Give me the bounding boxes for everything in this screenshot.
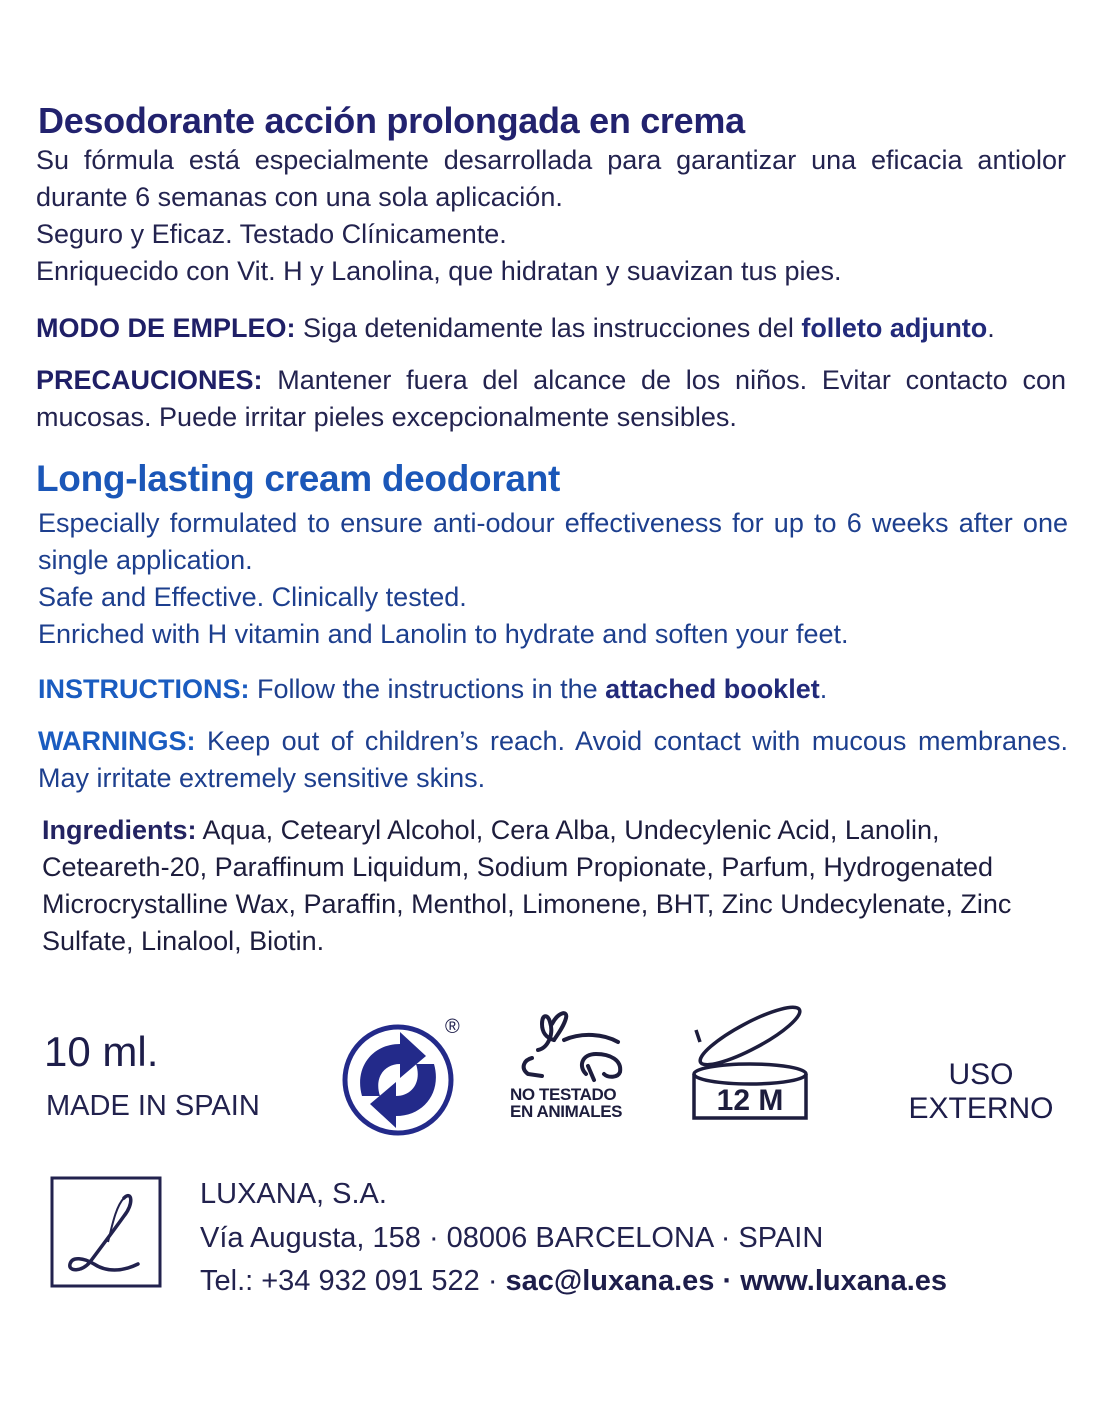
- usage-bold: folleto adjunto: [801, 313, 988, 343]
- instructions-text: Follow the instructions in the: [249, 674, 606, 704]
- external-use-line: EXTERNO: [908, 1092, 1054, 1125]
- instructions-label: INSTRUCTIONS:: [38, 674, 250, 704]
- spanish-description-line: Enriquecido con Vit. H y Lanolina, que hidratan y suavizan tus pies.: [36, 256, 842, 286]
- english-description: [38, 505, 1068, 653]
- registered-mark: ®: [445, 1016, 460, 1038]
- precautions-text: Mantener fuera del alcance de los niños. Evitar contacto con mucosas. Puede irritar pieles excepcionalmente sensibles.: [36, 365, 1066, 432]
- english-description-line: Safe and Effective. Clinically tested.: [38, 582, 467, 612]
- company-email[interactable]: sac@luxana.es: [505, 1265, 715, 1297]
- ingredients-label: Ingredients:: [42, 815, 197, 845]
- english-description-line: Especially formulated to ensure anti-odour effectiveness for up to 6 weeks after one single application.: [38, 508, 1068, 575]
- company-phone: Tel.: +34 932 091 522 ·: [200, 1265, 506, 1297]
- spanish-usage: [36, 310, 1066, 347]
- no-animal-testing-label: [510, 1086, 622, 1120]
- english-description-line: Enriched with H vitamin and Lanolin to hydrate and soften your feet.: [38, 619, 849, 649]
- company-address: Vía Augusta, 158 · 08006 BARCELONA · SPAIN: [200, 1222, 824, 1254]
- company-website[interactable]: www.luxana.es: [740, 1265, 948, 1297]
- spanish-description-line: Seguro y Eficaz. Testado Clínicamente.: [36, 219, 507, 249]
- english-title: Long-lasting cream deodorant: [36, 458, 561, 499]
- rabbit-cruelty-free-icon: [508, 1004, 636, 1088]
- ingredients: [42, 812, 1072, 960]
- usage-end: .: [987, 313, 995, 343]
- warnings-text: Keep out of children’s reach. Avoid contact with mucous membranes. May irritate extremely sensitive skins.: [38, 726, 1068, 793]
- usage-text: Siga detenidamente las instrucciones del: [295, 313, 802, 343]
- made-in-spain: MADE IN SPAIN: [46, 1090, 260, 1122]
- no-animal-testing-line: EN ANIMALES: [510, 1102, 623, 1121]
- precautions-label: PRECAUCIONES:: [36, 365, 263, 395]
- no-animal-testing-line: NO TESTADO: [510, 1085, 617, 1104]
- volume: 10 ml.: [44, 1028, 159, 1075]
- external-use-line: USO: [948, 1058, 1014, 1091]
- luxana-logo-icon: [50, 1176, 162, 1288]
- recycle-green-dot-icon: [340, 1022, 456, 1138]
- instructions-end: .: [819, 674, 828, 704]
- contact-separator: ·: [714, 1265, 741, 1297]
- company-name: LUXANA, S.A.: [200, 1178, 387, 1210]
- instructions-bold: attached booklet: [605, 674, 820, 704]
- pao-label: 12 M: [716, 1084, 784, 1117]
- warnings-label: WARNINGS:: [38, 726, 196, 756]
- usage-label: MODO DE EMPLEO:: [36, 313, 296, 343]
- open-jar-pao-icon: [688, 1000, 812, 1125]
- company-contact: [200, 1265, 947, 1298]
- spanish-description-line: Su fórmula está especialmente desarrollada para garantizar una eficacia antiolor durante 6 semanas con una sola aplicación.: [36, 145, 1066, 212]
- english-instructions: [38, 671, 1068, 708]
- spanish-title: Desodorante acción prolongada en crema: [38, 100, 745, 141]
- external-use-label: [906, 1058, 1056, 1126]
- ingredients-text: Aqua, Cetearyl Alcohol, Cera Alba, Undecylenic Acid, Lanolin, Ceteareth-20, Paraffinum Liquidum, Sodium Propionate, Parfum, Hydrogenated Microcrystalline Wax, Paraffin, Menthol, Limonene, BHT, Zinc Undecylenate, Zinc Sulfate, Linalool, Biotin.: [42, 815, 1012, 956]
- spanish-description: [36, 142, 1066, 290]
- english-warnings: [38, 723, 1068, 797]
- spanish-precautions: [36, 362, 1066, 436]
